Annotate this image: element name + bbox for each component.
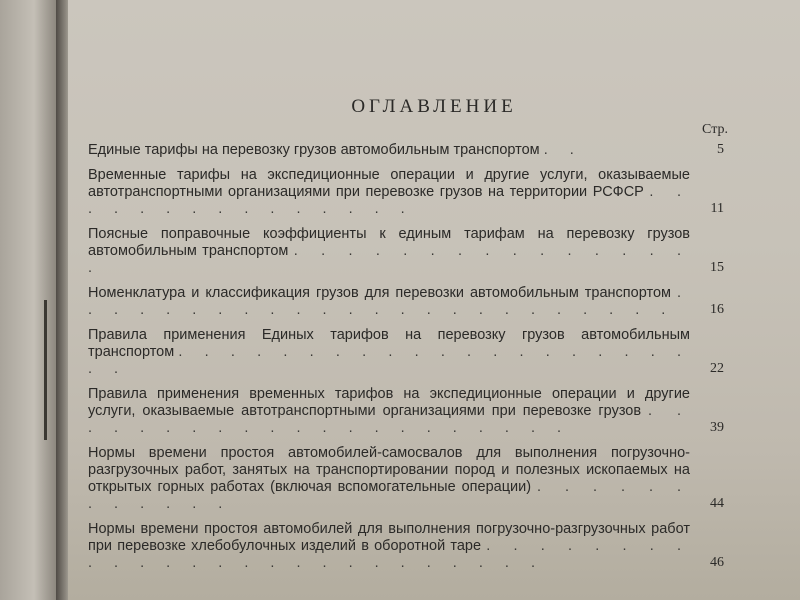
toc-leader: . .	[543, 142, 583, 158]
toc-entry-page: 16	[710, 302, 724, 317]
toc-leader: . . . . . . . . . . . . . . . . . . . . . .	[88, 344, 690, 377]
toc-entry	[88, 167, 724, 218]
toc-entry-title: Единые тарифы на перевозку грузов автомобильным транспортом	[88, 142, 540, 158]
table-of-contents	[88, 142, 724, 580]
toc-entry-page: 15	[710, 260, 724, 275]
toc-entry-title: Нормы времени простоя автомобилей-самосвалов для выполнения погрузочно-разгрузочных работ, занятых на транспортировании пород и полезных ископаемых на открытых горных работах (включая вспомогательные операции)	[88, 445, 690, 495]
toc-entry-page: 22	[710, 361, 724, 376]
toc-entry	[88, 521, 724, 572]
book-page	[68, 0, 800, 600]
toc-leader: . . . . . . . . . . . . . . . .	[88, 243, 690, 276]
toc-entry-title: Правила применения Единых тарифов на перевозку грузов автомобильным транспортом	[88, 327, 690, 360]
toc-entry-title: Номенклатура и классификация грузов для перевозки автомобильным транспортом	[88, 285, 671, 301]
toc-leader: . . . . . . . . . . . . . . . . . . . . . . . .	[88, 285, 690, 318]
toc-entry	[88, 142, 724, 159]
toc-entry-title: Нормы времени простоя автомобилей для выполнения погрузочно-разгрузочных работ при перевозке хлебобулочных изделий в оборотной таре	[88, 521, 690, 554]
toc-entry-title: Временные тарифы на экспедиционные операции и другие услуги, оказываемые автотранспортными организациями при перевозке грузов на территории РСФСР	[88, 167, 690, 200]
toc-entry-title: Поясные поправочные коэффициенты к единым тарифам на перевозку грузов автомобильным транспортом	[88, 226, 690, 259]
toc-entry-page: 39	[710, 420, 724, 435]
toc-entry	[88, 386, 724, 437]
toc-entry-title: Правила применения временных тарифов на экспедиционные операции и другие услуги, оказываемые автотранспортными организациями при перевозке грузов	[88, 386, 690, 419]
toc-leader: . . . . . . . . . . . . . . .	[88, 184, 690, 217]
toc-entry	[88, 327, 724, 378]
toc-entry-page: 11	[710, 201, 724, 216]
margin-mark	[44, 300, 47, 440]
toc-entry-page: 5	[717, 142, 724, 157]
toc-leader: . . . . . . . . . . . .	[88, 479, 690, 512]
toc-entry	[88, 285, 724, 319]
previous-page-edge	[0, 0, 62, 600]
toc-entry	[88, 226, 724, 277]
toc-entry	[88, 445, 724, 513]
page-column-label: Стр.	[702, 122, 728, 137]
page-title: ОГЛАВЛЕНИЕ	[351, 96, 517, 117]
toc-leader: . . . . . . . . . . . . . . . . . . . . .	[88, 403, 690, 436]
toc-leader: . . . . . . . . . . . . . . . . . . . . . . . . . .	[88, 538, 690, 571]
toc-entry-page: 44	[710, 496, 724, 511]
toc-entry-page: 46	[710, 555, 724, 570]
